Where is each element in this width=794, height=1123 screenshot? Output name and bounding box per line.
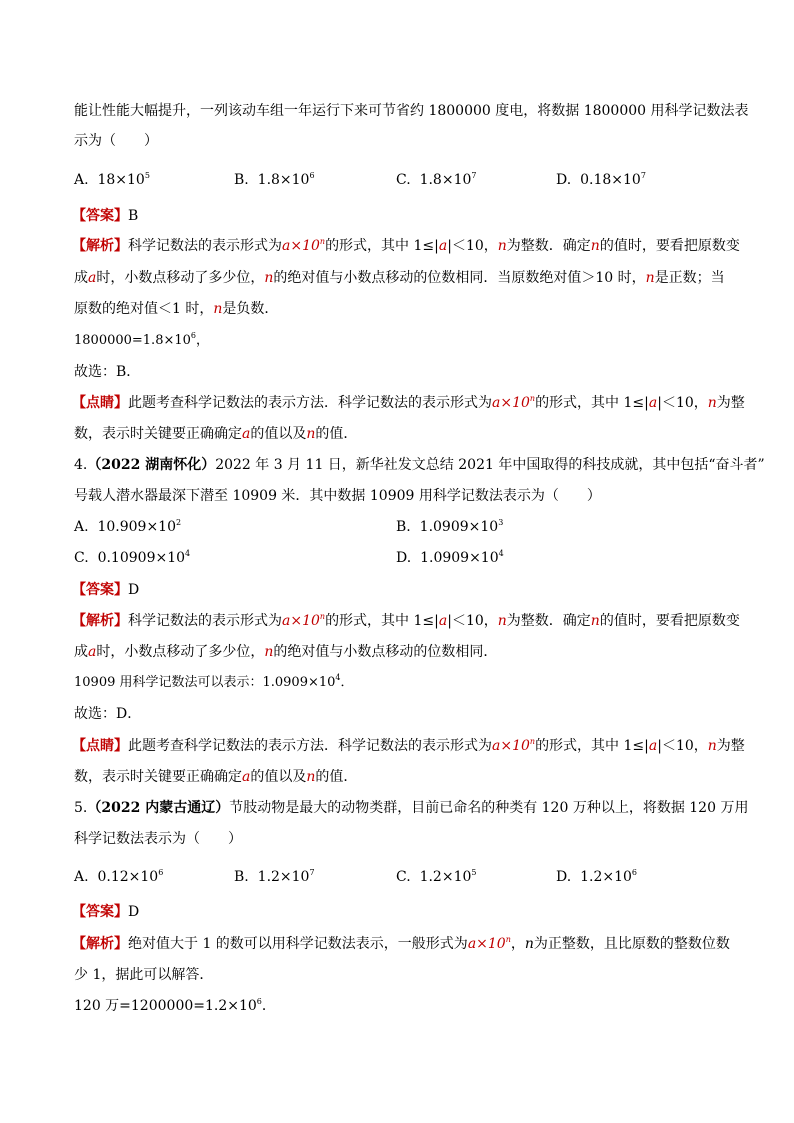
- q5-option-b: B. $1.2\times 10^7$: [234, 868, 315, 885]
- q5-answer: 【答案】D: [72, 904, 140, 920]
- q4-answer: 【答案】D: [72, 582, 140, 598]
- q3-analysis-line-2: 成a时，小数点移动了多少位，n的绝对值与小数点移动的位数相同．当原数绝对值＞10 时，n是正数；当: [74, 270, 725, 286]
- q4-option-a: A. $10.909\times 10^2$: [74, 518, 182, 535]
- q3-choose: 故选：B．: [74, 364, 141, 380]
- q3-stem-line-2: 示为（ ）: [74, 133, 158, 149]
- q3-stem-line-1: 能让性能大幅提升，一列该动车组一年运行下来可节省约 1800000 度电，将数据 1800000 用科学记数法表: [74, 103, 749, 119]
- q3-comment-line-2: 数，表示时关键要正确确定a的值以及n的值．: [74, 426, 358, 442]
- q5-calculation: 120 万$=1200000=1.2\times 10^6$．: [74, 997, 276, 1014]
- q3-analysis-line-1: 【解析】科学记数法的表示形式为$a\times 10^n$的形式，其中 1≤|a|＜10，n为整数．确定n的值时，要看把原数变: [72, 237, 740, 254]
- q5-option-c: C. $1.2\times 10^5$: [396, 868, 477, 885]
- q4-stem-line-2: 号载人潜水器最深下潜至 10909 米．其中数据 10909 用科学记数法表示为（ ）: [74, 488, 601, 504]
- q3-option-d: D. $0.18\times 10^7$: [556, 171, 646, 188]
- q4-choose: 故选：D．: [74, 706, 142, 722]
- q4-comment-line-1: 【点睛】此题考查科学记数法的表示方法．科学记数法的表示形式为$a\times 10^n$的形式，其中 1≤|a|＜10，n为整: [72, 737, 745, 754]
- q3-analysis-line-3: 原数的绝对值＜1 时，n是负数．: [74, 301, 279, 317]
- q4-analysis-line-1: 【解析】科学记数法的表示形式为$a\times 10^n$的形式，其中 1≤|a|＜10，n为整数．确定n的值时，要看把原数变: [72, 612, 740, 629]
- q4-option-d: D. $1.0909\times 10^4$: [396, 549, 504, 566]
- q5-option-a: A. $0.12\times 10^6$: [74, 868, 164, 885]
- q5-analysis-line-1: 【解析】绝对值大于 1 的数可以用科学记数法表示，一般形式为$a\times 10^n$，n为正整数，且比原数的整数位数: [72, 935, 730, 952]
- q3-option-a: A. $18\times 10^5$: [74, 171, 150, 188]
- q3-calculation: $1800000=1.8\times 10^6$，: [74, 331, 210, 348]
- q4-stem-line-1: 4.（2022 湖南怀化）2022 年 3 月 11 日，新华社发文总结 2021 年中国取得的科技成就，其中包括“奋斗者”: [74, 457, 765, 473]
- q3-comment-line-1: 【点睛】此题考查科学记数法的表示方法．科学记数法的表示形式为$a\times 10^n$的形式，其中 1≤|a|＜10，n为整: [72, 394, 745, 411]
- q3-answer: 【答案】B: [72, 208, 139, 224]
- q4-option-c: C. $0.10909\times 10^4$: [74, 549, 191, 566]
- q3-option-c: C. $1.8\times 10^7$: [396, 171, 477, 188]
- q5-stem-line-1: 5.（2022 内蒙古通辽）节肢动物是最大的动物类群，目前已命名的种类有 120 万种以上，将数据 120 万用: [74, 800, 749, 816]
- q4-option-b: B. $1.0909\times 10^3$: [396, 518, 504, 535]
- q5-option-d: D. $1.2\times 10^6$: [556, 868, 637, 885]
- q5-analysis-line-2: 少 1，据此可以解答．: [74, 967, 214, 983]
- q4-comment-line-2: 数，表示时关键要正确确定a的值以及n的值．: [74, 769, 358, 785]
- q4-analysis-line-2: 成a时，小数点移动了多少位，n的绝对值与小数点移动的位数相同．: [74, 644, 498, 660]
- q4-calculation: 10909 用科学记数法可以表示：$1.0909\times 10^4$．: [74, 673, 354, 690]
- q3-option-b: B. $1.8\times 10^6$: [234, 171, 315, 188]
- q5-stem-line-2: 科学记数法表示为（ ）: [74, 831, 242, 847]
